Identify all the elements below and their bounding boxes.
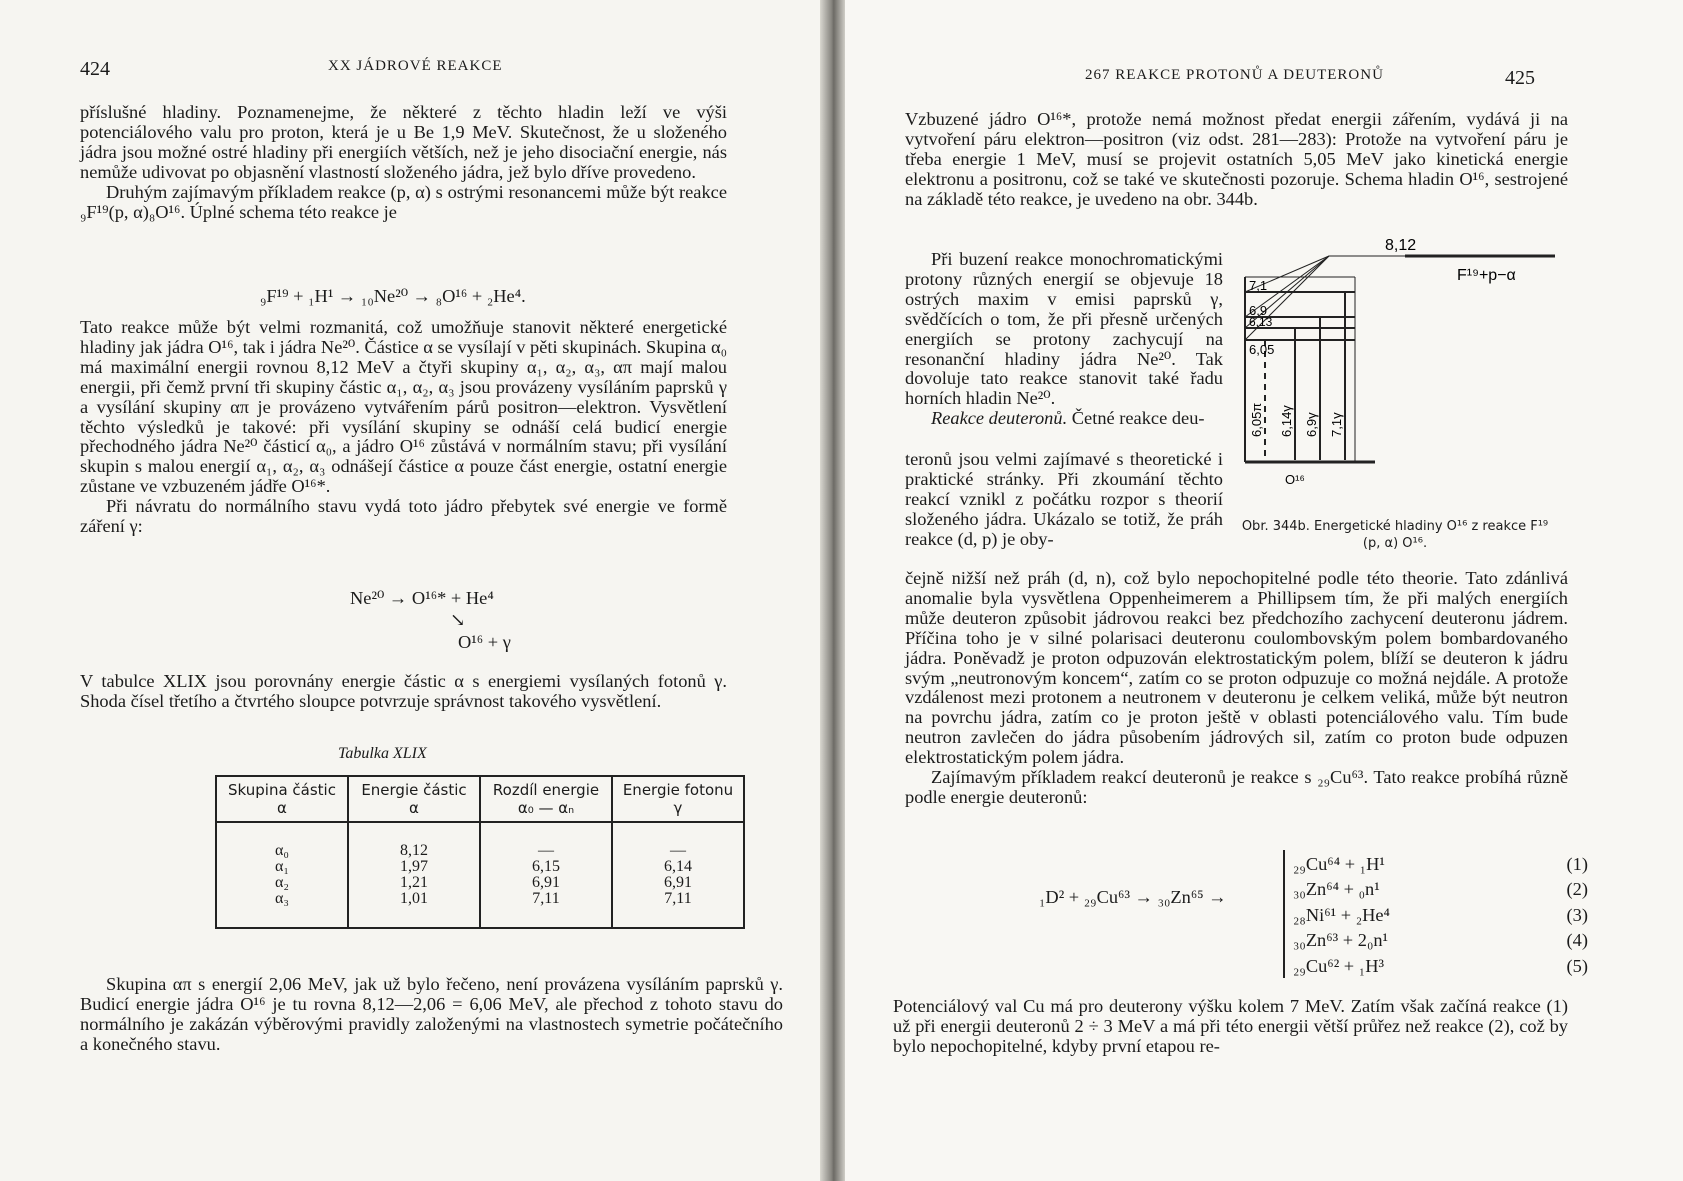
reaction-product: ₃₀Zn⁶⁴ + ₀n¹	[1293, 879, 1380, 900]
table-cell: 6,91	[612, 875, 744, 891]
page-number-right: 425	[1505, 67, 1535, 89]
table-cell: α₃	[216, 891, 348, 928]
table-cell: 8,12	[348, 822, 480, 859]
right-text-block-2	[905, 250, 1223, 429]
paragraph: teronů jsou velmi zajímavé s theoretické i praktické stránky. Při zkoumání těchto reakcí vznikl z počátku rozpor s theorií složeného jádra. Ukázalo se totiž, že práh reakce (d, p) je oby-	[905, 450, 1223, 549]
table-header-row	[216, 776, 744, 822]
reaction-product: ₂₉Cu⁶² + ₁H³	[1293, 955, 1384, 976]
energy-level-diagram	[1225, 232, 1555, 532]
equation-arrow: ↘	[450, 610, 466, 630]
equation-number: (5)	[1566, 955, 1588, 976]
table-cell: α₁	[216, 859, 348, 875]
table-row	[216, 822, 744, 859]
reaction-row	[1293, 852, 1588, 877]
table-row	[216, 875, 744, 891]
table-cell: 1,21	[348, 875, 480, 891]
table-header: Energie fotonu γ	[612, 776, 744, 822]
table-header: Energie částic α	[348, 776, 480, 822]
reaction-row	[1293, 903, 1588, 928]
table-cell: —	[480, 822, 612, 859]
paragraph: čejně nižší než práh (d, n), což bylo nepochopitelné podle této theorie. Tato zdánlivá anomalie byla vysvětlena Oppenheimerem a Phillipsem tím, že při malých energiích může deuteron způsobit jádrovou reakci bez předchozího zachycení deuteronu jádrem. Příčina toho je v silné polarisaci deuteronu coulombovským polem bombardovaného jádra. Poněvadž je proton odpuzován elektrostatickým polem, blíží se deuteron k jádru svým „neutronovým koncem“, zatím co se proton odpuzuje co možná nejdále. A protože vzdálenost mezi protonem a neutronem v deuteronu je celkem veliká, může být neutron na povrchu jádra, zatím co je proton ještě v oblasti potenciálového valu. Tím bude neutron zavlečen do jádra působením jádrových sil, zatím co proton bude odpuzen elektrostatickým polem jádra.	[905, 568, 1568, 768]
table-cell: α₂	[216, 875, 348, 891]
table-caption: Tabulka XLIX	[338, 745, 427, 762]
table-row	[216, 891, 744, 928]
paragraph: Druhým zajímavým příkladem reakce (p, α) s ostrými resonancemi může být reakce ₉F¹⁹(p, α)₈O¹⁶. Úplné schema této reakce je	[80, 181, 727, 222]
figure-caption: Obr. 344b. Energetické hladiny O¹⁶ z reakce F¹⁹ (p, α) O¹⁶.	[1241, 519, 1549, 551]
section-title: Reakce deuteronů.	[931, 408, 1068, 429]
equation-f19: ₉F¹⁹ + ₁H¹ → ₁₀Ne²⁰ → ₈O¹⁶ + ₂He⁴.	[260, 286, 526, 306]
table-cell: 6,14	[612, 859, 744, 875]
table-header: Rozdíl energie α₀ — αₙ	[480, 776, 612, 822]
reaction-list	[1293, 852, 1588, 979]
reaction-product: ₃₀Zn⁶³ + 2₀n¹	[1293, 930, 1389, 951]
level-label: 6,05	[1249, 342, 1275, 357]
figure-reaction-label: F¹⁹+p−α	[1457, 267, 1516, 284]
left-text-block-2	[80, 318, 727, 537]
reaction-lhs: ₁D² + ₂₉Cu⁶³ → ₃₀Zn⁶⁵ →	[1039, 887, 1227, 907]
reaction-product: ₂₈Ni⁶¹ + ₂He⁴	[1293, 904, 1390, 925]
table-xlix	[215, 775, 745, 929]
table-row	[216, 859, 744, 875]
table-cell: —	[612, 822, 744, 859]
table-header: Skupina částic α	[216, 776, 348, 822]
paragraph: Při buzení reakce monochromatickými protony různých energií se objevuje 18 ostrých maxim v emisi paprsků γ, svědčících o tom, že při přesně určených energiích se protony zachycují na resonanční hladiny jádra Ne²⁰. Tak dovoluje tato reakce stanovit také řadu horních hladin Ne²⁰.	[905, 249, 1223, 409]
left-page	[0, 0, 820, 1181]
equation-o16-gamma: O¹⁶ + γ	[458, 632, 511, 652]
paragraph: Při návratu do normálního stavu vydá toto jádro přebytek své energie ve formě záření γ:	[80, 496, 727, 537]
ground-label: O¹⁶	[1285, 472, 1305, 487]
paragraph: V tabulce XLIX jsou porovnány energie částic α s energiemi vysílaných fotonů γ. Shoda čísel třetího a čtvrtého sloupce potvrzuje správnost takového vysvětlení.	[80, 671, 727, 711]
running-head-left: XX JÁDROVÉ REAKCE	[328, 58, 503, 74]
paragraph: Skupina απ s energií 2,06 MeV, jak už bylo řečeno, není provázena vysíláním paprsků γ. Budicí energie jádra O¹⁶ je tu rovna 8,12—2,06 = 6,06 MeV, ale přechod z tohoto stavu do normálního je zakázán výběrovými pravidly založenými na vlastnostech symetrie počátečního a konečného stavu.	[80, 974, 783, 1054]
right-text-block-4	[893, 997, 1568, 1057]
arrow-label: 7,1γ	[1329, 412, 1344, 437]
level-label: 6,13	[1249, 315, 1273, 329]
reaction-row	[1293, 954, 1588, 979]
paragraph: Tato reakce může být velmi rozmanitá, což umožňuje stanovit některé energetické hladiny jak jádra O¹⁶, tak i jádra Ne²⁰. Částice α se vysílají v pěti skupinách. Skupina α₀ má maximální energii rovnou 8,12 MeV a čtyři skupiny α₁, α₂, α₃, απ mají malou energii, při čemž první tři skupiny částic α₁, α₂, α₃ jsou provázeny vysíláním paprsků γ a vysílání skupiny απ je provázeno vytvářením párů positron—elektron. Vysvětlení těchto výsledků je takové: při vysílání skupiny se odnáší celá budicí energie přechodného jádra Ne²⁰ částicí α₀, a jádro O¹⁶ zůstává v normálním stavu; při vysílání skupin s malou energií α₁, α₂, α₃ odnášejí částice α pouze část energie, ostatní energie zůstane ve vzbuzeném jádře O¹⁶*.	[80, 317, 727, 497]
table-cell: 7,11	[480, 891, 612, 928]
figure-top-label: 8,12	[1385, 237, 1417, 254]
arrow-label: 6,9γ	[1304, 412, 1319, 437]
running-head-right: 267 REAKCE PROTONŮ A DEUTERONŮ	[1085, 67, 1384, 83]
reaction-row	[1293, 877, 1588, 902]
level-label: 7,1	[1249, 278, 1268, 293]
equation-number: (4)	[1566, 930, 1588, 951]
equation-ne20: Ne²⁰ → O¹⁶* + He⁴	[350, 588, 494, 608]
reaction-row	[1293, 928, 1588, 953]
paragraph-wrap: Četné reakce deu-	[1071, 408, 1205, 429]
paragraph: Zajímavým příkladem reakcí deuteronů je reakce s ₂₉Cu⁶³. Tato reakce probíhá různě podle energie deuteronů:	[905, 767, 1568, 807]
paragraph: příslušné hladiny. Poznamenejme, že některé z těchto hladin leží ve výši potenciálového valu pro proton, která je u Be 1,9 MeV. Skutečnost, že u složeného jádra jsou možné ostré hladiny při energiích větších, než je jeho disociační energie, nás nemůže udivovat po objasnění vlastností složeného jádra, jež bylo dříve provedeno.	[80, 102, 727, 182]
level-label: 6,9	[1249, 303, 1268, 318]
equation-number: (3)	[1566, 904, 1588, 925]
page-number-left: 424	[80, 58, 110, 80]
right-text-block-1	[905, 110, 1568, 210]
right-text-block-3	[905, 569, 1568, 808]
table-cell: α₀	[216, 822, 348, 859]
table-cell: 6,15	[480, 859, 612, 875]
table-cell: 1,97	[348, 859, 480, 875]
equation-number: (1)	[1566, 854, 1588, 874]
arrow-label: 6,05π	[1249, 402, 1264, 437]
reaction-product: ₂₉Cu⁶⁴ + ₁H¹	[1293, 854, 1385, 874]
table-cell: 1,01	[348, 891, 480, 928]
paragraph: Potenciálový val Cu má pro deuterony výšku kolem 7 MeV. Zatím však začíná reakce (1) už při energii deuteronů 2 ÷ 3 MeV a má při této energii větší průřez než reakce (2), což by bylo nepochopitelné, kdyby první etapou re-	[893, 996, 1568, 1056]
arrow-label: 6,14γ	[1279, 405, 1294, 437]
left-text-block-1	[80, 103, 727, 222]
equation-number: (2)	[1566, 879, 1588, 900]
right-page	[845, 0, 1683, 1181]
reaction-brace	[1283, 850, 1289, 978]
left-text-block-3	[80, 672, 727, 712]
right-text-block-narrow	[905, 450, 1223, 560]
table-cell: 6,91	[480, 875, 612, 891]
left-text-block-4	[80, 975, 783, 1055]
book-gutter	[820, 0, 845, 1181]
paragraph: Vzbuzené jádro O¹⁶*, protože nemá možnost předat energii zářením, vydává ji na vytvoření páru elektron—positron (viz odst. 281—283): Protože na vytvoření páru je třeba energie 1 MeV, musí se projevit ostatních 5,05 MeV jako kinetická energie elektronu a positronu, což se také ve skutečnosti pozoruje. Schema hladin O¹⁶, sestrojené na základě této reakce, je uvedeno na obr. 344b.	[905, 109, 1568, 209]
table-cell: 7,11	[612, 891, 744, 928]
